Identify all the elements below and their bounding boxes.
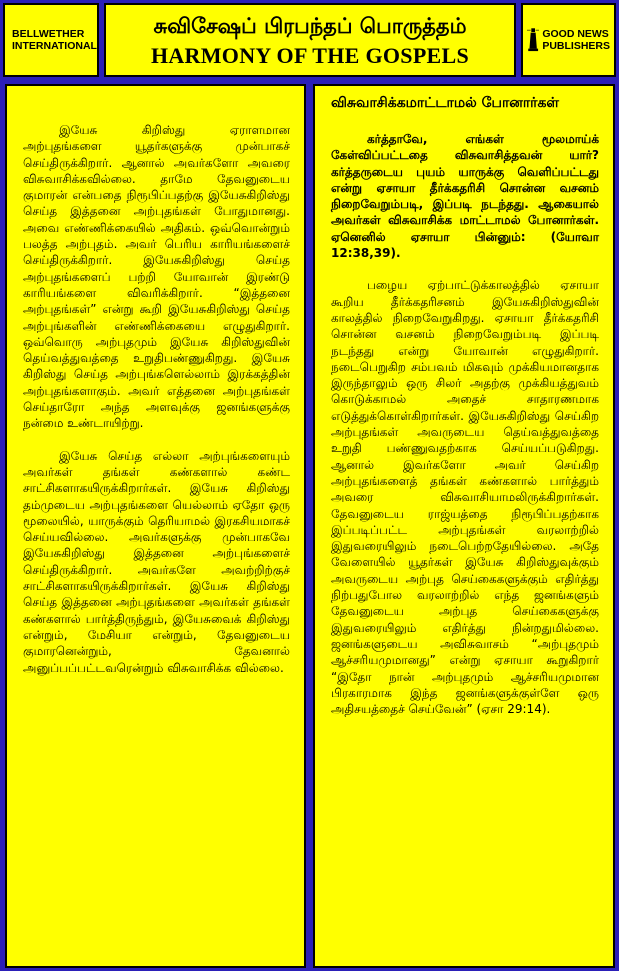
tamil-title: சுவிசேஷப் பிரபந்தப் பொருத்தம் (153, 14, 467, 38)
right-column (313, 84, 615, 968)
lighthouse-icon (527, 20, 539, 60)
left-paragraph-2: இயேசு செய்த எல்லா அற்புங்களையும் அவர்கள் தங்கள் கண்களால் கண்ட சாட்சிகளாகயிருக்கிறார்கள். இயேசு கிறிஸ்து தம்முடைய அற்புதங்களை யெல்லாம் ஏதோ ஒரு மூலையில், யாருக்கும் தெரியாமல் இரகசியமாகச் செய்யவில்லை. அவர்களுக்கு முன்பாகவே இயேசுகிறிஸ்து இத்தனை அற்புங்களைச் செய்திருக்கிறார். அவர்களே அவற்றிற்குச் சாட்சிகளாகயிருக்கிறார்கள். இயேசு கிறிஸ்து செய்த இத்தனை அற்புதங்களை அவர்கள் தங்கள் கண்களால் பார்த்திருந்தும், இயேசுவைக் கிறிஸ்து என்றும், மேசியா என்றும், தேவனுடைய குமாரனென்றும், தேவனால் அனுப்பப்பட்டவரென்றும் விசுவாசிக்க வில்லை. (23, 448, 290, 675)
left-paragraph-1: இயேசு கிறிஸ்து ஏராளமான அற்புதங்களை யூதர்களுக்கு முன்பாகச் செய்திருக்கிறார். ஆனால் அவர்களோ அவரை விசுவாசிக்கவில்லை. தாமே தேவனுடைய குமாரன் என்பதை நிரூபிப்பதற்கு இயேசுகிறிஸ்து செய்த இத்தனை அற்புதங்கள் போதுமானது. அவை எண்ணிக்கையில் அதிகம். ஒவ்வொன்றும் பலத்த அற்புதம். அவர் பெரிய காரியங்களைச் செய்திருக்கிறார். இயேசுகிறிஸ்து செய்த அற்புதங்களைப் பற்றி யோவான் இரண்டு காரியங்களை விவரிக்கிறார். “இத்தனை அற்புதங்கள்” என்று கூறி இயேசுகிறிஸ்து செய்த அற்புங்களின் எண்ணிக்கையை எழுதுகிறார். ஒவ்வொரு அற்புதமும் இயேசு கிறிஸ்துவின் தெய்வத்துவத்தை உறுதிபண்ணுகிறது. இயேசு கிறிஸ்து செய்த அற்புங்களெல்லாம் இரக்கத்தின் அற்புதங்களாகும். அவர் எத்தனை அற்புதங்கள் செய்தாரோ அந்த அளவுக்கு ஜனங்களுக்கு நன்மை உண்டாயிற்று. (23, 123, 290, 431)
section-heading: விசுவாசிக்கமாட்டாமல் போனார்கள் (331, 95, 560, 111)
bellwether-logo (3, 3, 99, 77)
left-logo-line-1: BELLWETHER (12, 28, 85, 40)
title-box (104, 3, 516, 77)
left-column (5, 84, 306, 968)
right-paragraph-1: பழைய ஏற்பாட்டுக்காலத்தில் ஏசாயா கூறிய தீர்க்கதரிசனம் இயேசுகிறிஸ்துவின் காலத்தில் நிறைவேறுகிறது. ஏசாயா தீர்க்கதரிசி சொன்ன வசனம் நிறைவேறும்படி இப்படி நடந்தது என்று யோவான் எழுதுகிறார். நடைபெறுகிற சம்பவம் மிகவும் முக்கியமானதாக இருந்தாலும் ஒரு சிலர் அதற்கு முக்கியத்துவம் கொடுக்காமல் அதைச் சாதாரணமாக எடுத்துக்கொள்கிறார்கள். இயேசுகிறிஸ்து செய்கிற அற்புதங்கள் அவருடைய தெய்வத்துவத்தை உறுதி பண்ணுவதற்காக செய்யப்படுகிறது. ஆனால் இவர்களோ அவர் செய்கிற அற்புதங்களைத் தங்கள் கண்களால் பார்த்தும் அவரை விசுவாசியாமலிருக்கிறார்கள். தேவனுடைய ராஜ்யத்தை நிரூபிப்பதற்காக இப்படிப்பட்ட அற்புதங்கள் வரலாற்றில் இதுவரையிலும் நடைபெற்றதேயில்லை. அதே வேளையில் யூதர்கள் இயேசு கிறிஸ்துவுக்கும் அவருடைய அற்புத செய்கைகளுக்கும் எதிர்த்து நிற்பதுபோல வரலாற்றில் எந்த ஜனங்களும் தேவனுடைய அற்புத செய்கைகளுக்கு இதுவரையிலும் எதிர்த்து நின்றதுமில்லை. ஜனங்களுடைய அவிசுவாசம் “அற்புதமும் ஆச்சரியமுமானது” என்று ஏசாயா கூறுகிறார் “இதோ நான் அற்புதமும் ஆச்சரியமுமான பிரகாரமாக இந்த ஜனங்களுக்குள்ளே ஒரு அதிசயத்தைச் செய்வேன்” (ஏசா 29:14). (331, 278, 599, 717)
right-logo-line-1: GOOD NEWS (542, 28, 609, 40)
good-news-logo (521, 3, 616, 77)
scripture-verse: கர்த்தாவே, எங்கள் மூலமாய்க் கேள்விப்பட்டதை விசுவாசித்தவன் யார்? கர்த்தருடைய புயம் யாருக்கு வெளிப்பட்டது என்று ஏசாயா தீர்க்கதரிசி சொன்ன வசனம் நிறைவேறும்படி, இப்படி நடந்தது. ஆகையால் அவர்கள் விசுவாசிக்க மாட்டாமல் போனார்கள். ஏனெனில் ஏசாயா பின்னும்: (யோவா 12:38,39). (331, 132, 599, 261)
left-logo-line-2: INTERNATIONAL (12, 40, 97, 52)
right-logo-line-2: PUBLISHERS (542, 40, 610, 52)
english-title: HARMONY OF THE GOSPELS (150, 43, 470, 68)
